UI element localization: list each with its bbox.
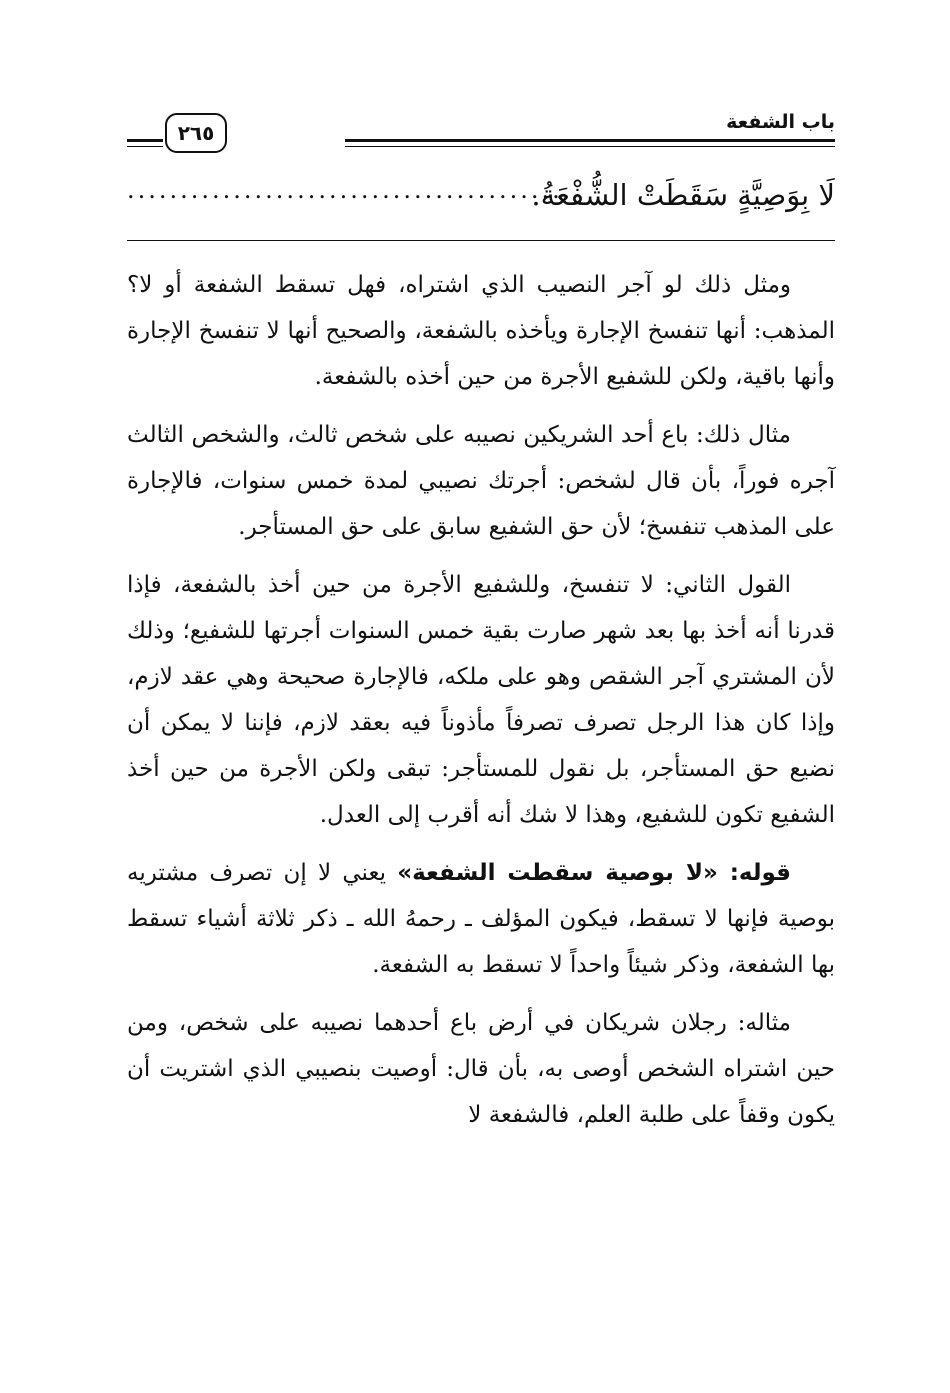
- chapter-title: باب الشفعة: [726, 111, 835, 133]
- header-rule-thin: [345, 146, 835, 147]
- commentary-body: [127, 262, 835, 1150]
- paragraph: مثاله: رجلان شريكان في أرض باع أحدهما نصيبه على شخص، ومن حين اشتراه الشخص أوصى به، بأن قال: أوصيت بنصيبي الذي اشتريت أن يكون وقفاً على طلبة العلم، فالشفعة لا: [127, 1010, 835, 1128]
- matn-separator-rule: [127, 240, 835, 241]
- paragraph: مثال ذلك: باع أحد الشريكين نصيبه على شخص ثالث، والشخص الثالث آجره فوراً، بأن قال لشخص: أجرتك نصيبي لمدة خمس سنوات، فالإجارة على المذهب تنفسخ؛ لأن حق الشفيع سابق على حق المستأجر.: [127, 422, 835, 540]
- header-rule-thick: [345, 139, 835, 142]
- header-rule-left-thin: [127, 146, 163, 147]
- paragraph: [127, 850, 835, 988]
- page-number: ٢٦٥: [177, 121, 215, 145]
- quoted-lemma: قوله: «لا بوصية سقطت الشفعة»: [397, 860, 791, 886]
- paragraph: ومثل ذلك لو آجر النصيب الذي اشتراه، فهل تسقط الشفعة أو لا؟ المذهب: أنها تنفسخ الإجارة ويأخذه بالشفعة، والصحيح أنها لا تنفسخ الإجارة وأنها باقية، ولكن للشفيع الأجرة من حين أخذه بالشفعة.: [127, 272, 835, 390]
- matn-text: لَا بِوَصِيَّةٍ سَقَطَتْ الشُّفْعَةُ.: [531, 178, 835, 212]
- paragraph: القول الثاني: لا تنفسخ، وللشفيع الأجرة من حين أخذ بالشفعة، فإذا قدرنا أنه أخذ بها بعد شهر صارت بقية خمس السنوات أجرتها للشفيع؛ وذلك لأن المشتري آجر الشقص وهو على ملكه، فالإجارة صحيحة وهي عقد لازم، وإذا كان هذا الرجل تصرف تصرفاً مأذوناً فيه بعقد لازم، فإننا لا يمكن أن نضيع حق المستأجر، بل نقول للمستأجر: تبقى ولكن الأجرة من حين أخذ الشفيع تكون للشفيع، وهذا لا شك أنه أقرب إلى العدل.: [127, 572, 835, 828]
- page-number-frame: [165, 113, 227, 153]
- matn-dot-leader: .........................................: [127, 176, 563, 204]
- matn-line: [127, 172, 835, 222]
- header-rule-left-thick: [127, 139, 163, 142]
- paragraph-text: يعني لا إن تصرف مشتريه بوصية فإنها لا تسقط، فيكون المؤلف ـ رحمهُ الله ـ ذكر ثلاثة أشياء تسقط بها الشفعة، وذكر شيئاً واحداً لا تسقط به الشفعة.: [127, 860, 835, 978]
- page-header: [127, 110, 835, 160]
